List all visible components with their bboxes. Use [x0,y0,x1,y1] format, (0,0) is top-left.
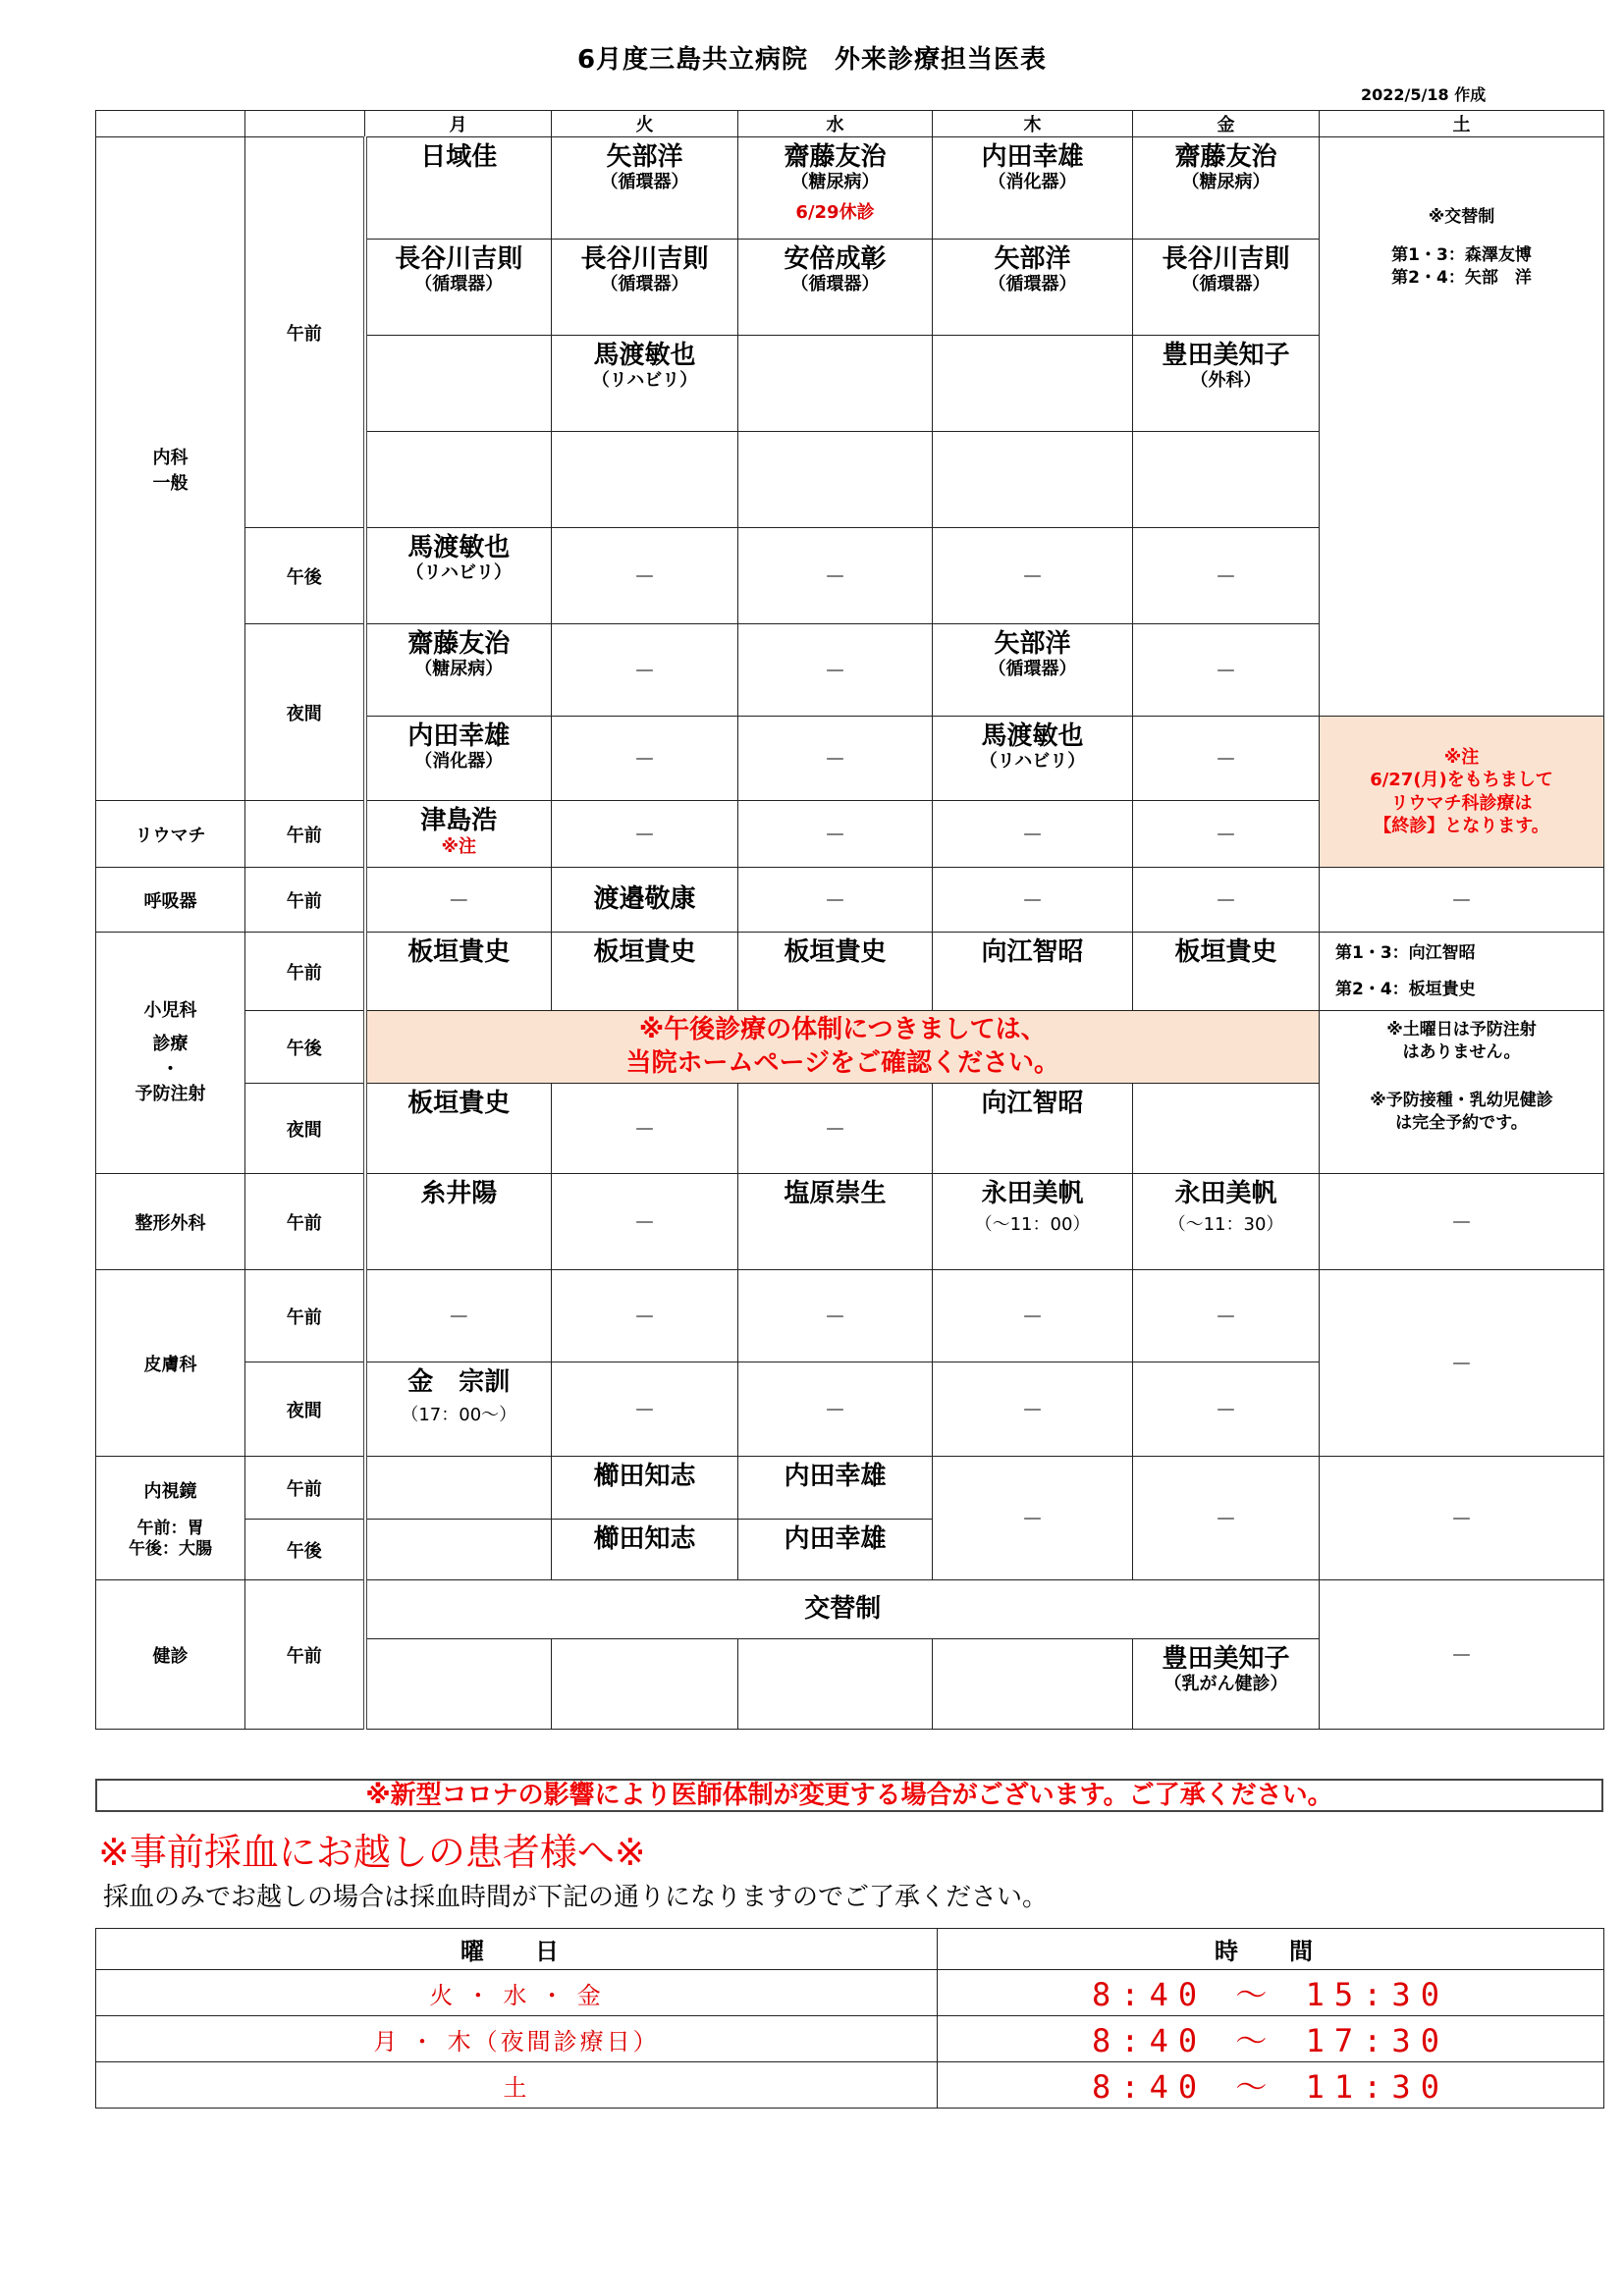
blood-time-table [95,1928,1604,2109]
internal-am-tue-4 [552,432,738,528]
slot-resp-am: 午前 [245,868,365,933]
blood-section-note: 採血のみでお越しの場合は採血時間が下記の通りになりますのでご了承ください。 [103,1883,1049,1912]
internal-am-mon-3 [365,336,552,432]
internal-am-thu-4 [933,432,1133,528]
blood-header-row [96,1929,1604,1970]
slot-ortho-am: 午前 [245,1174,365,1270]
derm-night-tue: － [552,1362,738,1457]
rheum-wed: － [738,801,933,868]
checkup-thu [933,1639,1133,1730]
internal-am-mon-1: 日域佳 [365,137,552,240]
table-row [96,2016,1604,2062]
internal-night-wed-1: － [738,624,933,717]
internal-am-fri-2: 長谷川吉則 （循環器） [1133,240,1320,336]
peds-night-wed: － [738,1084,933,1174]
endo-sat: － [1320,1457,1604,1580]
blood-time: 8:40 ～ 17:30 [938,2016,1604,2062]
derm-am-row [96,1270,1604,1362]
slot-peds-am: 午前 [245,933,365,1011]
slot-internal-pm: 午後 [245,528,365,624]
dept-endo: 内視鏡 午前：胃 午後：大腸 [96,1457,245,1580]
ortho-mon: 糸井陽 [365,1174,552,1270]
slot-peds-night: 夜間 [245,1084,365,1174]
rheum-thu: － [933,801,1133,868]
peds-am-row [96,933,1604,1011]
internal-night-thu-2: 馬渡敏也 （リハビリ） [933,717,1133,801]
checkup-row-1 [96,1580,1604,1639]
ortho-row [96,1174,1604,1270]
internal-am-fri-1: 齋藤友治 （糖尿病） [1133,137,1320,240]
internal-night-fri-1: － [1133,624,1320,717]
resp-tue: 渡邉敬康 [552,868,738,933]
schedule-table [95,110,1604,1730]
day-header-mon: 月 [365,111,552,137]
resp-sat: － [1320,868,1604,933]
peds-pm-row [96,1011,1604,1084]
day-header-fri: 金 [1133,111,1320,137]
slot-checkup-am: 午前 [245,1580,365,1730]
day-header-thu: 木 [933,111,1133,137]
endo-pm-mon [365,1520,552,1580]
rheum-tue: － [552,801,738,868]
resp-fri: － [1133,868,1320,933]
checkup-rotation: 交替制 [365,1580,1320,1639]
derm-am-fri: － [1133,1270,1320,1362]
dept-internal [96,137,245,801]
internal-pm-mon: 馬渡敏也 （リハビリ） [365,528,552,624]
ortho-wed: 塩原崇生 [738,1174,933,1270]
dept-resp: 呼吸器 [96,868,245,933]
peds-am-sat: 第1・3：向江智昭 第2・4：板垣貴史 [1320,933,1604,1011]
peds-night-tue: － [552,1084,738,1174]
peds-night-fri [1133,1084,1320,1174]
blood-time: 8:40 ～ 15:30 [938,1970,1604,2016]
slot-derm-night: 夜間 [245,1362,365,1457]
internal-am-mon-2: 長谷川吉則 （循環器） [365,240,552,336]
internal-pm-wed: － [738,528,933,624]
internal-am-thu-1: 内田幸雄 （消化器） [933,137,1133,240]
peds-night-mon: 板垣貴史 [365,1084,552,1174]
derm-night-mon: 金 宗訓 （17：00～） [365,1362,552,1457]
internal-am-tue-2: 長谷川吉則 （循環器） [552,240,738,336]
internal-am-fri-3: 豊田美知子 （外科） [1133,336,1320,432]
day-header-row [96,111,1604,137]
day-header-wed: 水 [738,111,933,137]
ortho-fri: 永田美帆 （～11：30） [1133,1174,1320,1270]
derm-am-mon: － [365,1270,552,1362]
internal-am-wed-1: 齋藤友治 （糖尿病） 6/29休診 [738,137,933,240]
internal-am-row-1 [96,137,1604,240]
created-date: 2022/5/18 作成 [1361,85,1487,104]
internal-am-tue-1: 矢部洋 （循環器） [552,137,738,240]
internal-night-mon-1: 齋藤友治 （糖尿病） [365,624,552,717]
internal-am-thu-3 [933,336,1133,432]
rheum-fri: － [1133,801,1320,868]
checkup-sat: － [1320,1580,1604,1730]
internal-night-thu-1: 矢部洋 （循環器） [933,624,1133,717]
internal-night-tue-1: － [552,624,738,717]
blood-header-day: 曜 日 [96,1929,938,1970]
blood-day: 土 [96,2062,938,2109]
internal-night-fri-2: － [1133,717,1320,801]
blood-header-time: 時 間 [938,1929,1604,1970]
derm-am-thu: － [933,1270,1133,1362]
dept-checkup: 健診 [96,1580,245,1730]
slot-endo-am: 午前 [245,1457,365,1520]
checkup-tue [552,1639,738,1730]
peds-am-fri: 板垣貴史 [1133,933,1320,1011]
blood-day: 火 ・ 水 ・ 金 [96,1970,938,2016]
ortho-thu: 永田美帆 （～11：00） [933,1174,1133,1270]
derm-sat: － [1320,1270,1604,1457]
day-header-tue: 火 [552,111,738,137]
peds-am-mon: 板垣貴史 [365,933,552,1011]
endo-pm-wed: 内田幸雄 [738,1520,933,1580]
derm-night-fri: － [1133,1362,1320,1457]
blood-time: 8:40 ～ 11:30 [938,2062,1604,2109]
checkup-fri: 豊田美知子 （乳がん健診） [1133,1639,1320,1730]
derm-night-wed: － [738,1362,933,1457]
endo-pm-tue: 櫛田知志 [552,1520,738,1580]
internal-am-mon-4 [365,432,552,528]
endo-fri: － [1133,1457,1320,1580]
corona-notice: ※新型コロナの影響により医師体制が変更する場合がございます。ご了承ください。 [95,1779,1603,1812]
ortho-tue: － [552,1174,738,1270]
internal-sat: ※交替制 第1・3：森澤友博 第2・4：矢部 洋 [1320,137,1604,717]
slot-derm-am: 午前 [245,1270,365,1362]
dept-derm: 皮膚科 [96,1270,245,1457]
peds-sat-note: ※土曜日は予防注射 はありません。 ※予防接種・乳幼児健診 は完全予約です。 [1320,1011,1604,1174]
slot-rheum-am: 午前 [245,801,365,868]
dept-internal-label: 内科 一般 [152,447,189,494]
internal-am-tue-3: 馬渡敏也 （リハビリ） [552,336,738,432]
endo-am-wed: 内田幸雄 [738,1457,933,1520]
internal-pm-tue: － [552,528,738,624]
slot-internal-am: 午前 [245,137,365,528]
derm-am-tue: － [552,1270,738,1362]
table-row [96,1970,1604,2016]
internal-am-wed-3 [738,336,933,432]
internal-am-fri-4 [1133,432,1320,528]
internal-night-wed-2: － [738,717,933,801]
internal-pm-thu: － [933,528,1133,624]
day-header-sat: 土 [1320,111,1604,137]
derm-am-wed: － [738,1270,933,1362]
checkup-mon [365,1639,552,1730]
internal-night-tue-2: － [552,717,738,801]
internal-am-wed-2: 安倍成彰 （循環器） [738,240,933,336]
internal-am-thu-2: 矢部洋 （循環器） [933,240,1133,336]
dept-rheum: リウマチ [96,801,245,868]
checkup-wed [738,1639,933,1730]
peds-am-wed: 板垣貴史 [738,933,933,1011]
resp-thu: － [933,868,1133,933]
slot-endo-pm: 午後 [245,1520,365,1580]
internal-am-wed-4 [738,432,933,528]
peds-am-thu: 向江智昭 [933,933,1133,1011]
dept-ortho: 整形外科 [96,1174,245,1270]
derm-night-thu: － [933,1362,1133,1457]
peds-night-thu: 向江智昭 [933,1084,1133,1174]
slot-peds-pm: 午後 [245,1011,365,1084]
peds-am-tue: 板垣貴史 [552,933,738,1011]
blood-section-title: ※事前採血にお越しの患者様へ※ [98,1831,646,1874]
internal-night-mon-2: 内田幸雄 （消化器） [365,717,552,801]
internal-pm-fri: － [1133,528,1320,624]
endo-thu: － [933,1457,1133,1580]
endo-am-row [96,1457,1604,1520]
resp-mon: － [365,868,552,933]
resp-row [96,868,1604,933]
ortho-sat: － [1320,1174,1604,1270]
page-title: 6月度三島共立病院 外来診療担当医表 [576,45,1048,75]
rheum-mon: 津島浩 ※注 [365,801,552,868]
slot-internal-night: 夜間 [245,624,365,801]
rheum-end-note: ※注 6/27(月)をもちまして リウマチ科診療は 【終診】となります。 [1320,717,1604,868]
resp-wed: － [738,868,933,933]
peds-pm-notice: ※午後診療の体制につきましては、 当院ホームページをご確認ください。 [365,1011,1320,1084]
endo-am-mon [365,1457,552,1520]
endo-am-tue: 櫛田知志 [552,1457,738,1520]
table-row [96,2062,1604,2109]
blood-day: 月 ・ 木（夜間診療日） [96,2016,938,2062]
dept-peds: 小児科 診療 ・ 予防注射 [96,933,245,1174]
